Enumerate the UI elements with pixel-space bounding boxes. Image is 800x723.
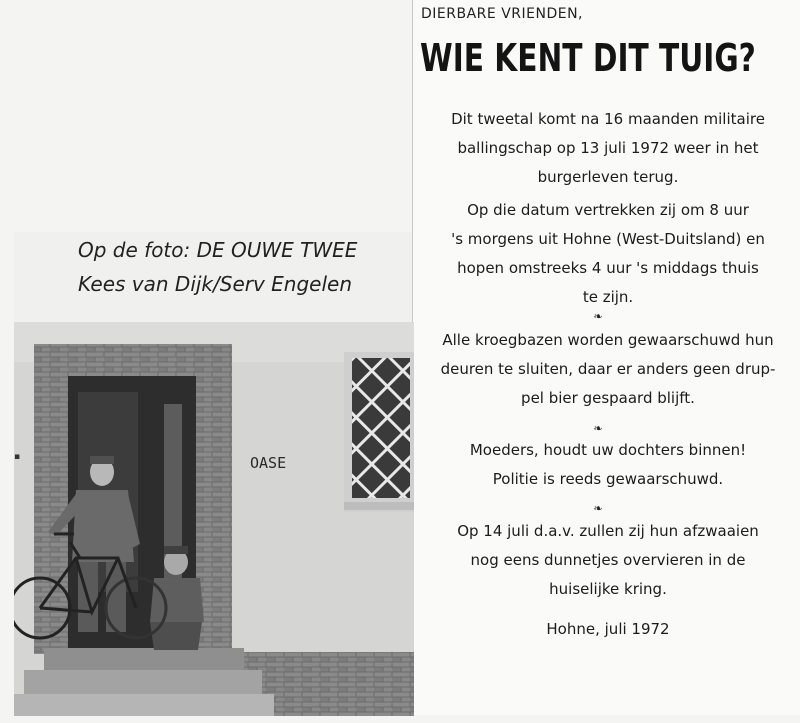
separator-ornament: ❧ xyxy=(593,502,603,515)
paragraph-line: ballingschap op 13 juli 1972 weer in het xyxy=(457,139,759,157)
paragraph-line: Op 14 juli d.a.v. zullen zij hun afzwaaien xyxy=(457,522,759,540)
separator-ornament: ❧ xyxy=(593,422,603,435)
paragraph-line: Op die datum vertrekken zij om 8 uur xyxy=(467,201,749,219)
paragraph-5 xyxy=(418,517,798,604)
lattice-window xyxy=(352,358,410,498)
photo-caption-line-2: Kees van Dijk/Serv Engelen xyxy=(78,272,353,296)
paragraph-line: pel bier gespaard blijft. xyxy=(521,389,695,407)
paragraph-line: nog eens dunnetjes overvieren in de xyxy=(470,551,746,569)
paragraph-line: te zijn. xyxy=(582,288,634,306)
paragraph-line: burgerleven terug. xyxy=(537,168,679,186)
signoff-text: Hohne, juli 1972 xyxy=(546,620,670,638)
paragraph-4 xyxy=(418,436,798,494)
paragraph-line: 's morgens uit Hohne (West-Duitsland) en xyxy=(451,230,765,248)
signoff xyxy=(418,615,798,644)
oase-sign: OASE xyxy=(250,454,287,472)
paragraph-line: Dit tweetal komt na 16 maanden militaire xyxy=(451,110,765,128)
paragraph-line: hopen omstreeks 4 uur 's middags thuis xyxy=(457,259,759,277)
paragraph-2 xyxy=(418,196,798,312)
paragraph-3 xyxy=(418,326,798,413)
photograph xyxy=(14,322,414,716)
paragraph-1 xyxy=(418,105,798,192)
paragraph-line: Moeders, houdt uw dochters binnen! xyxy=(469,441,747,459)
scan-mark: ▪ xyxy=(14,452,21,462)
greeting: DIERBARE VRIENDEN, xyxy=(421,6,583,22)
separator-ornament: ❧ xyxy=(593,310,603,323)
photo-caption-line-1: Op de foto: DE OUWE TWEE xyxy=(78,238,358,262)
step-upper xyxy=(44,648,244,670)
paragraph-line: Alle kroegbazen worden gewaarschuwd hun xyxy=(442,331,774,349)
paragraph-line: deuren te sluiten, daar er anders geen drup- xyxy=(440,360,776,378)
step-lower xyxy=(24,670,262,694)
paragraph-line: huiselijke kring. xyxy=(549,580,667,598)
headline: WIE KENT DIT TUIG? xyxy=(420,36,756,80)
paragraph-line: Politie is reeds gewaarschuwd. xyxy=(492,470,724,488)
